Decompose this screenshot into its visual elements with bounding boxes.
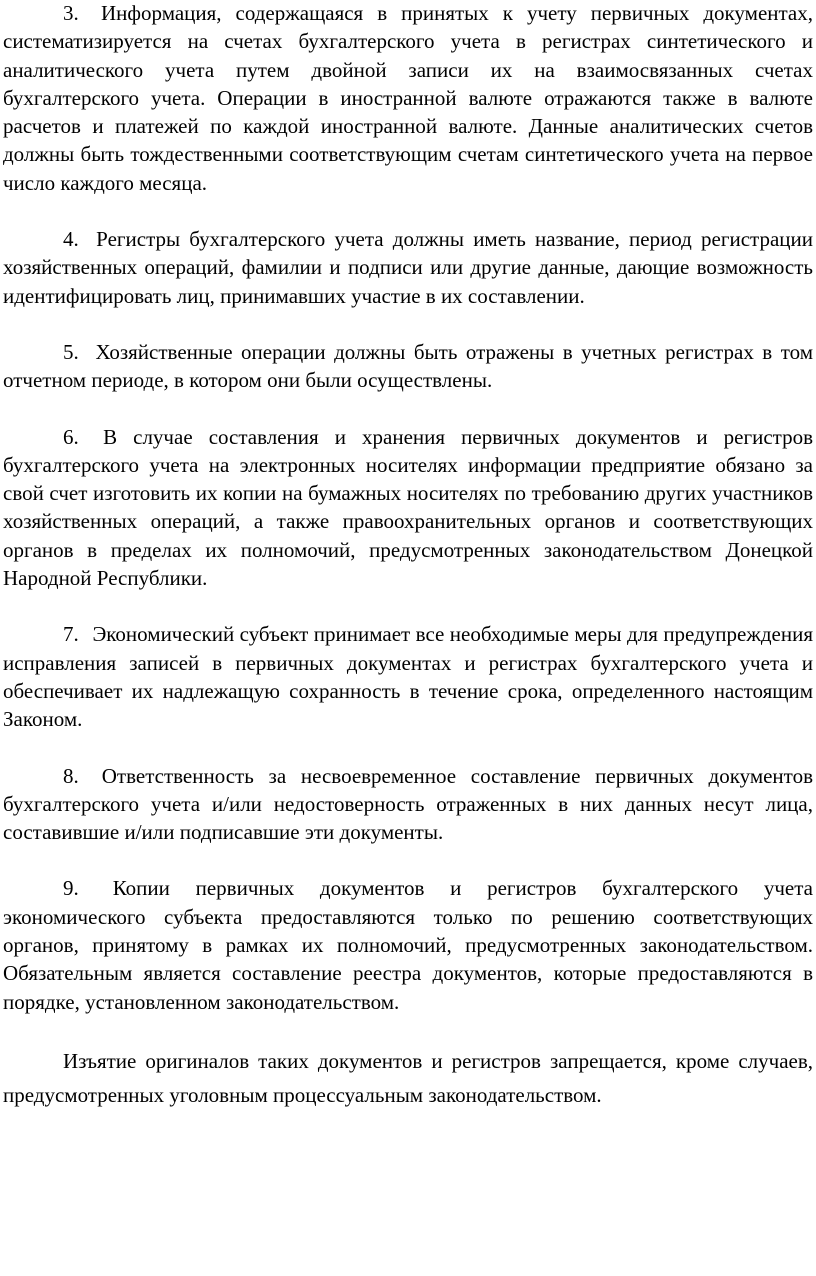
paragraph-number: 5. <box>63 339 79 364</box>
paragraph-8 <box>3 762 813 847</box>
paragraph-3 <box>3 0 813 197</box>
paragraph-text: В случае составления и хранения первичных документов и регистров бухгалтерского учета на электронных носителях информации предприятие обязано за свой счет изготовить их копии на бумажных носителях по требованию других участников хозяйственных операций, а также правоохранительных органов и соответствующих органов в пределах их полномочий, предусмотренных законодательством Донецкой Народной Республики. <box>3 424 813 591</box>
paragraph-number: 6. <box>63 424 79 449</box>
paragraph-text: Хозяйственные операции должны быть отражены в учетных регистрах в том отчетном периоде, в котором они были осуществлены. <box>3 339 813 393</box>
paragraph-number: 7. <box>63 622 79 647</box>
paragraph-text: Копии первичных документов и регистров бухгалтерского учета экономического субъекта предоставляются только по решению соответствующих органов, принятому в рамках их полномочий, предусмотренных законодательством. Обязательным является составление реестра документов, которые предоставляются в порядке, установленном законодательством. <box>3 876 813 1014</box>
paragraph-text: Ответственность за несвоевременное составление первичных документов бухгалтерского учета и/или недостоверность отраженных в них данных несут лица, составившие и/или подписавшие эти документы. <box>3 763 813 845</box>
paragraph-number: 3. <box>63 1 79 25</box>
paragraph-text: Экономический субъект принимает все необходимые меры для предупреждения исправления записей в первичных документах и регистрах бухгалтерского учета и обеспечивает их надлежащую сохранность в течение срока, определенного настоящим Законом. <box>3 622 813 732</box>
paragraph-number: 9. <box>63 876 79 901</box>
paragraph-7 <box>3 620 813 733</box>
paragraph-5 <box>3 338 813 395</box>
paragraph-text: Регистры бухгалтерского учета должны иметь название, период регистрации хозяйственных операций, фамилии и подписи или другие данные, дающие возможность идентифицировать лиц, принимавших участие в их составлении. <box>3 227 813 308</box>
paragraph-text: Информация, содержащаяся в принятых к учету первичных документах, систематизируется на счетах бухгалтерского учета в регистрах синтетического и аналитического учета путем двойной записи их на взаимосвязанных счетах бухгалтерского учета. Операции в иностранной валюте отражаются также в валюте расчетов и платежей по каждой иностранной валюте. Данные аналитических счетов должны быть тождественными соответствующим счетам синтетического учета на первое число каждого месяца. <box>3 1 814 195</box>
paragraph-9 <box>3 874 813 1015</box>
paragraph-6 <box>3 423 813 593</box>
paragraph-number: 4. <box>63 227 79 252</box>
closing-paragraph: Изъятие оригиналов таких документов и регистров запрещается, кроме случаев, предусмотренных уголовным процессуальным законодательством. <box>3 1048 813 1107</box>
paragraph-4 <box>3 225 813 310</box>
paragraph-number: 8. <box>63 763 79 788</box>
